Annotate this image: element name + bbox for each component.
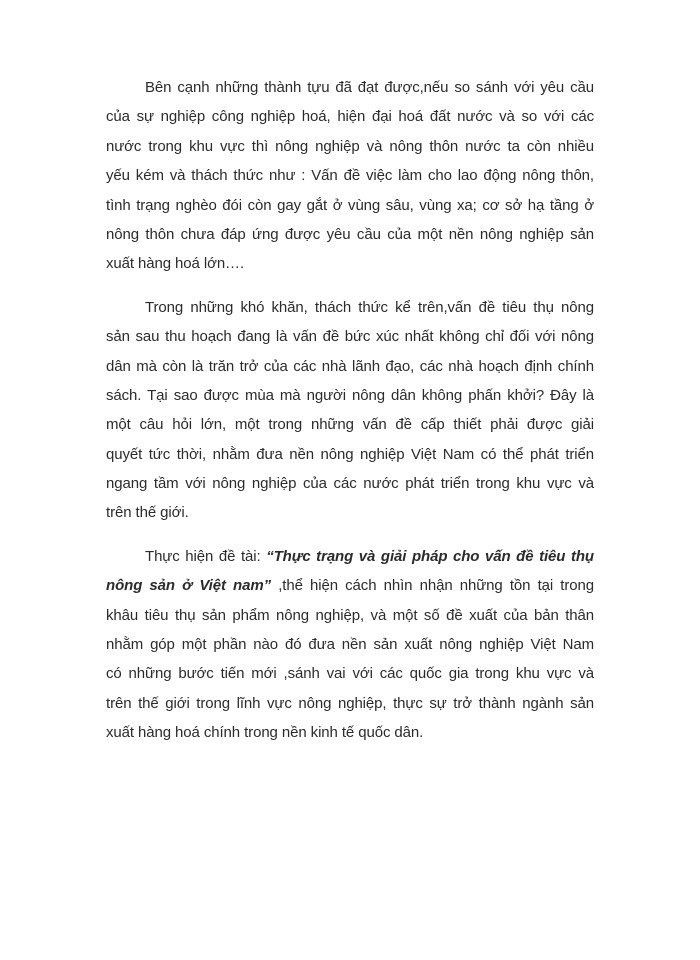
text-line: của sự nghiệp công nghiệp hoá, hiện đại hoá đất nước và so với các [106,108,594,126]
text-line [106,545,594,574]
text-line: yếu kém và thách thức như : Vấn đề việc làm cho lao động nông thôn, [106,167,594,185]
paragraph-2 [106,296,594,531]
intro-text: Thực hiện đề tài: [145,547,267,565]
text-span: ,thể hiện cách nhìn nhận những tồn tại trong [271,577,594,595]
text-line: nước trong khu vực thì nông nghiệp và nông thôn nước ta còn nhiều [106,137,594,155]
text-line: tình trạng nghèo đói còn gay gắt ở vùng sâu, vùng xa; cơ sở hạ tầng ở [106,196,594,214]
text-line: ngang tầm với nông nghiệp của các nước phát triển trong khu vực và [106,475,594,493]
paragraph-1 [106,76,594,282]
text-line: sách. Tại sao được mùa mà người nông dân không phấn khởi? Đây là [106,386,594,404]
text-line: có những bước tiến mới ,sánh vai với các quốc gia trong khu vực và [106,665,594,683]
topic-title: “Thực trạng và giải pháp cho vấn đề tiêu thụ [266,547,594,565]
text-line: nông thôn chưa đáp ứng được yêu cầu của một nền nông nghiệp sản [106,225,594,243]
text-line: trên thế giới trong lĩnh vực nông nghiệp, thực sự trở thành ngành sản [106,694,594,712]
text-line: xuất hàng hoá chính trong nền kinh tế quốc dân. [106,724,424,742]
text-line: quyết tức thời, nhằm đưa nền nông nghiệp Việt Nam có thể phát triển [106,445,594,463]
text-line: khâu tiêu thụ sản phẩm nông nghiệp, và một số đề xuất của bản thân [106,606,594,624]
text-line: xuất hàng hoá lớn…. [106,255,245,273]
text-line: nhằm góp một phần nào đó đưa nền sản xuất nông nghiệp Việt Nam [106,636,594,654]
text-line: dân mà còn là trăn trở của các nhà lãnh đạo, các nhà hoạch định chính [106,357,594,375]
text-line [106,574,594,603]
text-line: Trong những khó khăn, thách thức kể trên,vấn đề tiêu thụ nông [145,298,594,316]
topic-title: nông sản ở Việt nam” [106,577,272,595]
text-line: trên thế giới. [106,504,189,522]
text-line: sản sau thu hoạch đang là vấn đề bức xúc nhất không chỉ đối với nông [106,328,594,346]
document-page [106,76,594,765]
text-line: Bên cạnh những thành tựu đã đạt được,nếu so sánh với yêu cầu [145,79,594,96]
text-line: một câu hỏi lớn, một trong những vấn đề cấp thiết phải được giải [106,416,594,434]
paragraph-3 [106,545,594,751]
